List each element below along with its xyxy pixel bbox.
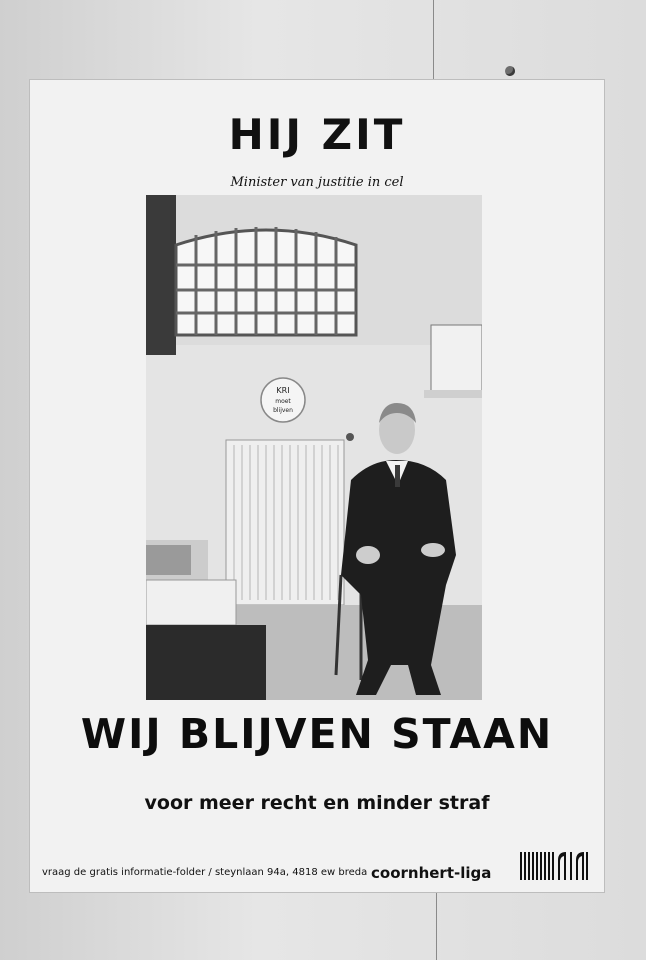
poster: [30, 80, 604, 892]
photo-sign-line-1: KRI: [276, 386, 290, 395]
pin-top-mid: [505, 66, 515, 76]
cell-photo: [146, 195, 482, 700]
wall-crack-bottom: [436, 892, 437, 960]
cell-photo-illustration: [146, 195, 482, 700]
poster-tagline: voor meer recht en minder straf: [144, 792, 490, 814]
photo-sign-line-2: moet: [275, 398, 291, 405]
poster-slogan: WIJ BLIJVEN STAAN: [80, 710, 554, 758]
poster-headline: HIJ ZIT: [228, 110, 406, 159]
footer-info-text: vraag de gratis informatie-folder / steynlaan 94a, 4818 ew breda: [42, 867, 368, 878]
wall-crack-top: [433, 0, 434, 80]
poster-subhead: Minister van justitie in cel: [230, 175, 404, 190]
photo-sign-line-3: blijven: [273, 407, 293, 414]
organization-logo-icon: [520, 850, 590, 882]
organization-name: coornhert-liga: [371, 864, 492, 882]
